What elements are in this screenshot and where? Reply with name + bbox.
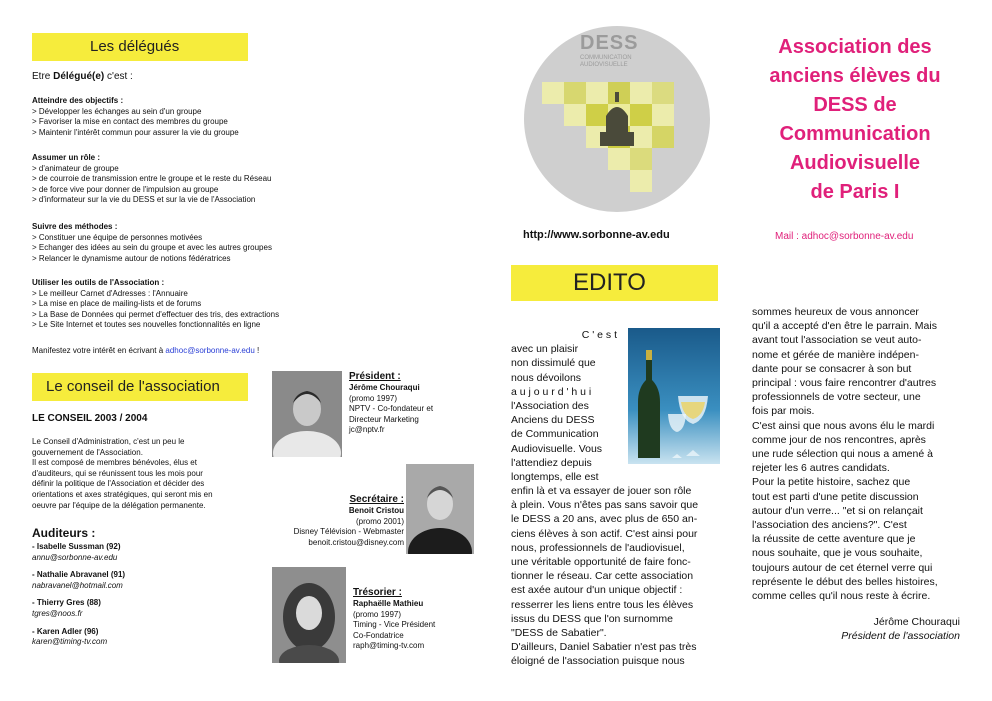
president-info: Président : Jérôme Chouraqui (promo 1997) NPTV - Co-fondateur et Directeur Marketing jc@nptv.fr (349, 371, 434, 435)
tresorier-name: Raphaëlle Mathieu (353, 599, 424, 608)
auditeurs-title: Auditeurs : (32, 526, 96, 540)
secretaire-email[interactable]: benoit.cristou@disney.com (308, 537, 404, 547)
edito-banner (511, 265, 718, 301)
edito-title: EDITO (573, 269, 646, 296)
dess-logo (522, 24, 712, 214)
edito-col1-full: enfin là et va essayer de jouer son rôle à plein. Vous n'êtes pas sans savoir que le DESS a 20 ans, avec plus de 650 an- ciens élèves à son actif. C'est ainsi pour nous, professionnels de l'audiovisuel, une véritable opportunité de faire fonc- tionner le réseau. Car cette association est axée autour d'un unique objectif : resserrer les liens entre tous les élèves issus du DESS que l'on surnomme "DESS de Sabatier". D'ailleurs, Daniel Sabatier n'est pas très éloigné de l'association puisque nous (511, 485, 699, 668)
website-url[interactable]: http://www.sorbonne-av.edu (523, 229, 670, 241)
delegues-section-4: Utiliser les outils de l'Association : > Le meilleur Carnet d'Adresses : l'Annuaire > La mise en place de mailing-lists et de forums > La Base de Données qui permet d'effectuer des tris, des extractions > Le Site Internet et toutes ses nouvelles fonctionnalités en ligne (32, 278, 280, 330)
president-name: Jérôme Chouraqui (349, 383, 420, 392)
delegues-section-3: Suivre des méthodes : > Constituer une équipe de personnes motivées > Echanger des idées au sein du groupe et avec les autres groupes > Relancer le dynamisme autour de notions fédératrices (32, 222, 272, 263)
delegues-title: Les délégués (90, 38, 180, 55)
secretaire-info: Secrétaire : Benoit Cristou (promo 2001) Disney Télévision - Webmaster benoit.cristou@disney.com (293, 494, 404, 547)
auditeur-name: - Isabelle Sussman (92) (32, 542, 121, 551)
signature-name: Jérôme Chouraqui (873, 616, 960, 628)
logo-text-line2: COMMUNICATION (580, 55, 632, 61)
champagne-photo (628, 328, 720, 464)
mail-label[interactable]: Mail : adhoc@sorbonne-av.edu (775, 231, 914, 242)
auditeur-email[interactable]: annu@sorbonne-av.edu (32, 552, 118, 562)
delegues-section-1: Atteindre des objectifs : > Développer les échanges au sein d'un groupe > Favoriser la mise en contact des membres du groupe > Maintenir l'intérêt commun pour assurer la vie du groupe (32, 96, 239, 137)
conseil-description: Le Conseil d'Administration, c'est un peu le gouvernement de l'Association. Il est composé de membres bénévoles, élus et d'auditeurs, qui se réunissent tous les mois pour définir la politique de l'Association et décider des orientations et axes stratégiques, qui seront mis en oeuvre par l'équipe de la délégation permanente. (32, 437, 213, 510)
president-photo (272, 371, 342, 457)
auditeur-name: - Karen Adler (96) (32, 626, 99, 636)
secretaire-role: Secrétaire : (349, 494, 404, 505)
auditeurs-list (32, 542, 125, 648)
edito-col2: sommes heureux de vous annoncer qu'il a accepté d'en être le parrain. Mais avant tout l'association se veut auto- nome et gérée de manière indépen- dante pour se consacrer à son but principal : vous faire rencontrer d'autres professionnels de votre secteur, une fois par mois. C'est ainsi que nous avons élu le mardi comme jour de nos rencontres, après une rude sélection qui nous a amené à rejeter les 6 autres candidats. Pour la petite histoire, sachez que tout est parti d'une petite discussion autour d'un verre... "et si on relançait l'association des anciens?". C'est la réussite de cette aventure que je nous souhaite, que je vous souhaite, toujours autour de cet éternel verre qui représente le début des belles histoires, comme celles qu'il nous reste à écrire. (752, 306, 938, 603)
auditeur-email[interactable]: nabravanel@hotmail.com (32, 580, 123, 590)
contact-email-link[interactable]: adhoc@sorbonne-av.edu (165, 346, 255, 355)
tresorier-role: Trésorier : (353, 587, 402, 598)
logo-text-dess: DESS (580, 32, 639, 54)
edito-col1-narrow: C ' e s t avec un plaisir non dissimulé que nous dévoilons a u j o u r d ' h u i l'Association des Anciens du DESS de Communication Audiovisuelle. Vous l'attendiez depuis longtemps, elle est (511, 329, 617, 484)
conseil-subtitle: LE CONSEIL 2003 / 2004 (32, 413, 148, 424)
logo-text-line3: AUDIOVISUELLE (580, 62, 628, 68)
secretaire-photo (406, 464, 474, 554)
association-title: Association des anciens élèves du DESS de Communication Audiovisuelle de Paris I (769, 36, 941, 203)
tresorier-email[interactable]: raph@timing-tv.com (353, 641, 425, 651)
delegues-section-2: Assumer un rôle : > d'animateur de groupe > de courroie de transmission entre le groupe et le reste du Réseau > de force vive pour donner de l'impulsion au groupe > d'informateur sur la vie du DESS et sur la vie de l'Association (32, 153, 272, 205)
auditeur-email[interactable]: tgres@noos.fr (32, 608, 83, 618)
delegues-contact: Manifestez votre intérêt en écrivant à adhoc@sorbonne-av.edu ! (32, 346, 260, 355)
delegues-banner (32, 33, 248, 61)
delegues-intro: Etre Délégué(e) c'est : (32, 71, 133, 82)
secretaire-name: Benoit Cristou (348, 506, 404, 515)
edito-signature (841, 615, 960, 643)
auditeur-email[interactable]: karen@timing-tv.com (32, 637, 108, 647)
conseil-banner (32, 373, 248, 401)
auditeur-name: - Nathalie Abravanel (91) (32, 570, 126, 580)
president-email[interactable]: jc@nptv.fr (349, 425, 385, 435)
tresorier-photo (272, 567, 346, 663)
auditeur-name: - Thierry Gres (88) (32, 598, 101, 608)
president-role: Président : (349, 371, 401, 382)
conseil-title: Le conseil de l'association (46, 378, 220, 395)
signature-role: Président de l'association (841, 630, 960, 642)
tresorier-info: Trésorier : Raphaëlle Mathieu (promo 1997) Timing - Vice Président Co-Fondatrice raph@timing-tv.com (353, 587, 436, 651)
